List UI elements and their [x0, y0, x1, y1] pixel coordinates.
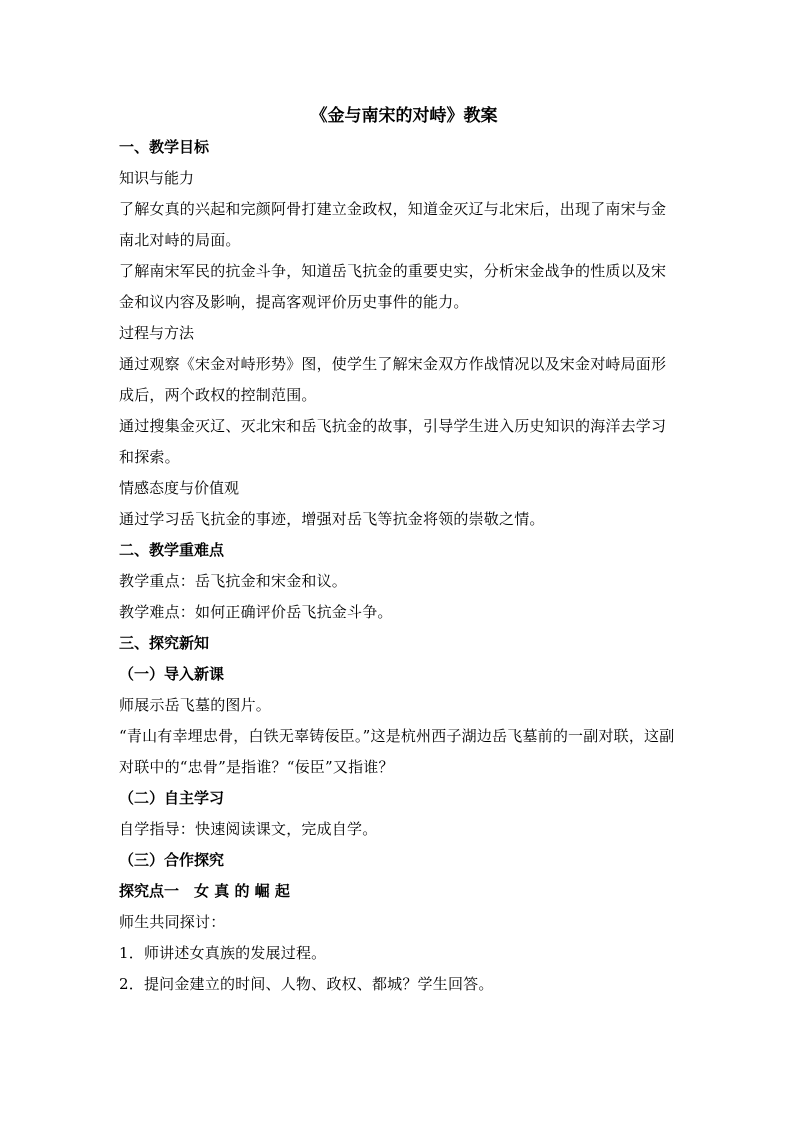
paragraph: 了解女真的兴起和完颜阿骨打建立金政权，知道金灭辽与北宋后，出现了南宋与金南北对峙的局面。	[119, 200, 667, 249]
document-body	[119, 102, 679, 1000]
list-item: 1．师讲述女真族的发展过程。	[119, 944, 327, 962]
paragraph: 自学指导：快速阅读课文，完成自学。	[119, 820, 378, 838]
subheading-self-study: （二）自主学习	[119, 789, 225, 807]
subheading-intro: （一）导入新课	[119, 665, 225, 683]
paragraph: 通过学习岳飞抗金的事迹，增强对岳飞等抗金将领的崇敬之情。	[119, 510, 545, 528]
subheading-process: 过程与方法	[119, 324, 195, 342]
paragraph: 通过观察《宋金对峙形势》图，使学生了解宋金双方作战情况以及宋金对峙局面形成后，两个政权的控制范围。	[119, 355, 667, 404]
paragraph: 通过搜集金灭辽、灭北宋和岳飞抗金的故事，引导学生进入历史知识的海洋去学习和探索。	[119, 417, 667, 466]
section-heading-explore: 三、探究新知	[119, 634, 210, 652]
paragraph: “青山有幸埋忠骨，白铁无辜铸佞臣。”这是杭州西子湖边岳飞墓前的一副对联，这副对联中的“忠骨”是指谁？“佞臣”又指谁？	[119, 727, 675, 776]
inquiry-point-heading: 探究点一 女 真 的 崛 起	[119, 882, 290, 900]
subheading-cooperative: （三）合作探究	[119, 851, 225, 869]
paragraph: 了解南宋军民的抗金斗争，知道岳飞抗金的重要史实，分析宋金战争的性质以及宋金和议内容及影响，提高客观评价历史事件的能力。	[119, 262, 667, 311]
list-item: 2．提问金建立的时间、人物、政权、都城？学生回答。	[119, 975, 494, 993]
section-heading-key-points: 二、教学重难点	[119, 541, 225, 559]
subheading-values: 情感态度与价值观	[119, 479, 240, 497]
section-heading-objectives: 一、教学目标	[119, 138, 210, 156]
document-title: 《金与南宋的对峙》教案	[310, 106, 498, 126]
paragraph: 师生共同探讨：	[119, 913, 226, 931]
subheading-knowledge: 知识与能力	[119, 169, 195, 187]
paragraph: 教学重点：岳飞抗金和宋金和议。	[119, 572, 348, 590]
paragraph: 教学难点：如何正确评价岳飞抗金斗争。	[119, 603, 393, 621]
paragraph: 师展示岳飞墓的图片。	[119, 696, 272, 714]
